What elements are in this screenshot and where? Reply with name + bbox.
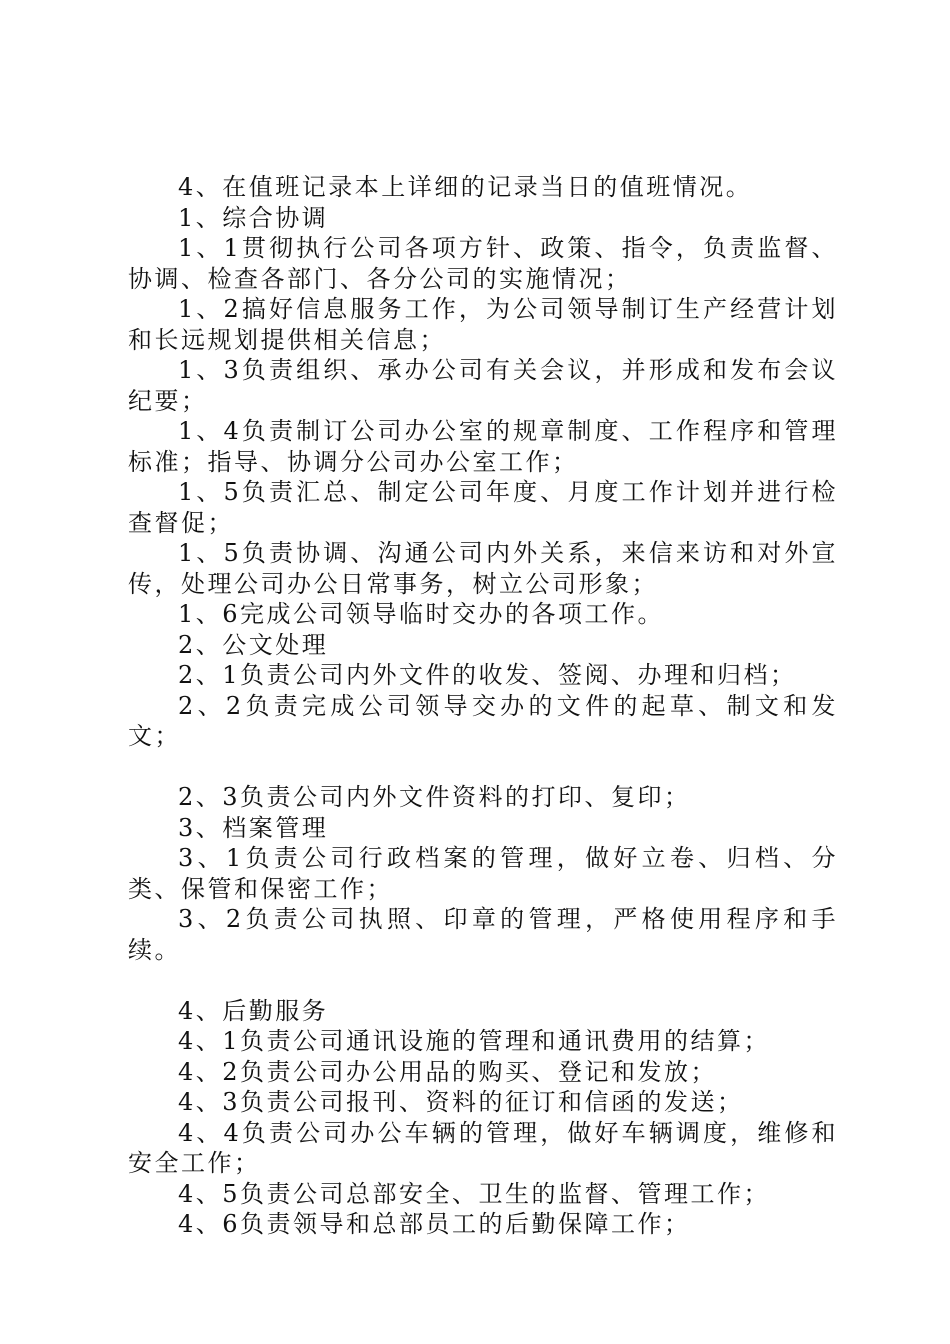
paragraph: 1、5负责协调、沟通公司内外关系，来信来访和对外宣传，处理公司办公日常事务，树立公司形象； — [128, 539, 838, 598]
paragraph: 1、6完成公司领导临时交办的各项工作。 — [178, 600, 665, 628]
paragraph: 4、6负责领导和总部员工的后勤保障工作； — [178, 1210, 691, 1238]
section-heading: 3、档案管理 — [178, 813, 329, 842]
paragraph: 4、1负责公司通讯设施的管理和通讯费用的结算； — [178, 1027, 771, 1055]
blank-line — [128, 965, 838, 996]
paragraph: 3、2负责公司执照、印章的管理，严格使用程序和手续。 — [128, 905, 838, 964]
paragraph: 4、在值班记录本上详细的记录当日的值班情况。 — [178, 173, 753, 201]
paragraph: 4、4负责公司办公车辆的管理，做好车辆调度，维修和安全工作； — [128, 1118, 838, 1177]
paragraph: 2、3负责公司内外文件资料的打印、复印； — [178, 783, 691, 811]
paragraph: 2、2负责完成公司领导交办的文件的起草、制文和发文； — [128, 691, 838, 750]
paragraph: 1、4负责制订公司办公室的规章制度、工作程序和管理标准；指导、协调分公司办公室工作； — [128, 417, 838, 476]
paragraph: 4、3负责公司报刊、资料的征订和信函的发送； — [178, 1088, 744, 1116]
blank-line — [128, 752, 838, 783]
paragraph: 3、1负责公司行政档案的管理，做好立卷、归档、分类、保管和保密工作； — [128, 844, 838, 903]
section-heading: 1、综合协调 — [178, 203, 329, 232]
paragraph: 2、1负责公司内外文件的收发、签阅、办理和归档； — [178, 661, 797, 689]
section-heading: 2、公文处理 — [178, 630, 329, 659]
paragraph: 1、1贯彻执行公司各项方针、政策、指令，负责监督、协调、检查各部门、各分公司的实施情况； — [128, 234, 838, 293]
paragraph: 4、5负责公司总部安全、卫生的监督、管理工作； — [178, 1179, 771, 1208]
document-body — [128, 172, 838, 1240]
section-heading: 4、后勤服务 — [178, 996, 329, 1025]
paragraph: 1、5负责汇总、制定公司年度、月度工作计划并进行检查督促； — [128, 478, 838, 537]
paragraph: 1、3负责组织、承办公司有关会议，并形成和发布会议纪要； — [128, 356, 838, 415]
paragraph: 1、2搞好信息服务工作，为公司领导制订生产经营计划和长远规划提供相关信息； — [128, 295, 838, 354]
paragraph: 4、2负责公司办公用品的购买、登记和发放； — [178, 1057, 718, 1086]
